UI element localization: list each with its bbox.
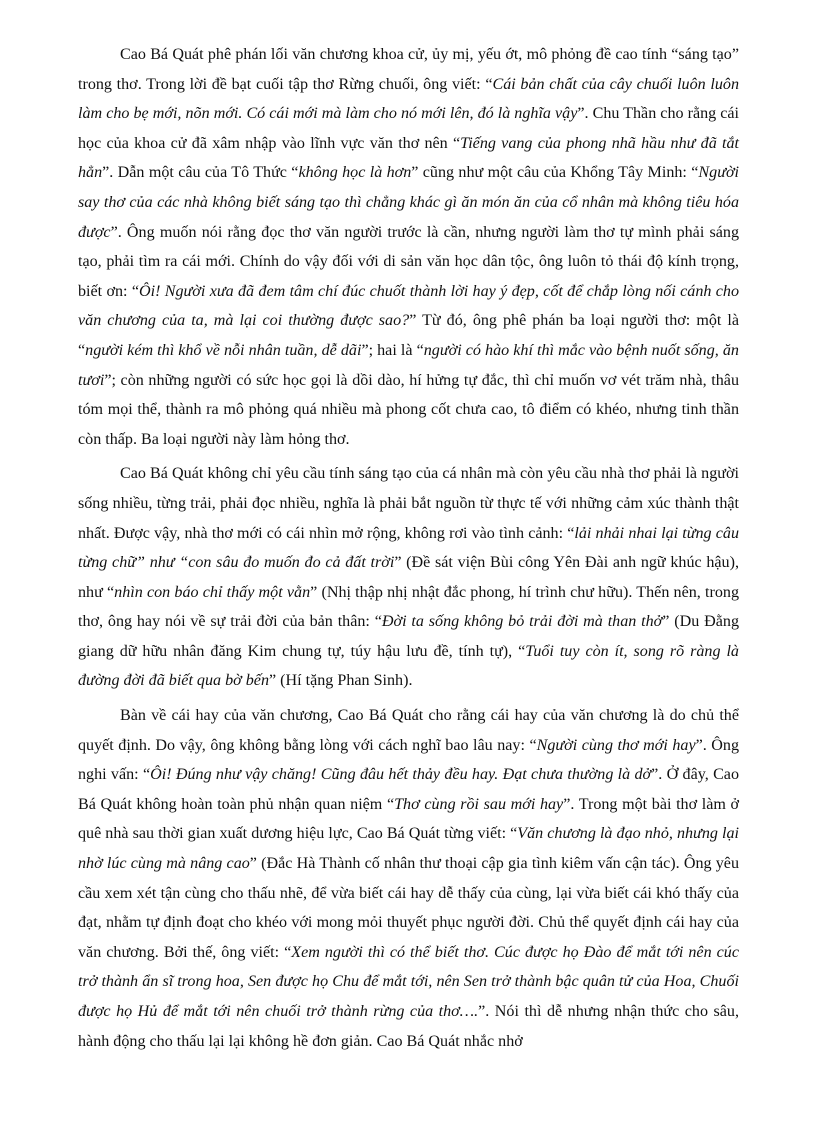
text-run: ”. Ông nghi vấn: “ <box>78 736 740 784</box>
text-run: ”; còn những người có sức học gọi là dồi dào, hí hửng tự đắc, thì chỉ muốn vơ vét trăm nhà, thâu tóm mọi thể, thành ra mô phỏng quá nhiều mà phong cốt chưa cao, tô điểm có khéo, nhưng tinh thần còn thấp. Ba loại người này làm hỏng thơ. <box>78 371 739 448</box>
italic-quote: lải nhải nhai lại từng câu từng chữ” như “con sâu đo muốn đo cả đất trời <box>78 524 740 572</box>
italic-quote: Văn chương là đạo nhỏ, nhưng lại nhờ lúc cùng mà nâng cao <box>78 825 739 873</box>
italic-quote: người kém thì khổ về nỗi nhân tuần, dễ dãi <box>85 341 362 359</box>
italic-quote: không học là hơn <box>298 164 412 182</box>
text-run: ” (Du Đằng giang dữ hữu nhân đăng Kim chung tự, túy hậu lưu đề, tính tự), “ <box>78 613 739 660</box>
text-run: ” (Nhị thập nhị nhật đắc phong, hí trình chư hữu). Thến nên, trong thơ, ông hay nói về sự trải đời của bản thân: “ <box>78 583 739 631</box>
italic-quote: Đời ta sống không bỏ trải đời mà than thở <box>381 613 663 631</box>
text-run: ” (Đắc Hà Thành cố nhân thư thoại cập gia tình kiêm vấn cận tác). Ông yêu cầu xem xét tận cùng cho thấu nhẽ, để vừa biết cái hay dễ thấy của cùng, lại vừa biết cái khó thấy của đạt, nhằm tự định đoạt cho khéo với mong mỏi thuyết phục người đời. Chủ thể quyết định cái hay của văn chương. Bởi thế, ông viết: “ <box>78 855 739 961</box>
text-run: ”. Trong một bài thơ làm ở quê nhà sau thời gian xuất dương hiệu lực, Cao Bá Quát từng viết: “ <box>78 795 740 843</box>
italic-quote: Xem người thì có thể biết thơ. Cúc được họ Đào để mắt tới nên cúc trở thành ẩn sĩ trong hoa, Sen được họ Chu để mắt tới, nên Sen trở thành bậc quân tử của Hoa, Chuối được họ Hủ để mắt tới nên chuối trở thành rừng của thơ…. <box>78 943 739 1020</box>
text-run: ” Từ đó, ông phê phán ba loại người thơ: một là “ <box>78 312 739 359</box>
italic-quote: Ôi! Đúng như vậy chăng! Cũng đâu hết thảy đều hay. Đạt chưa thường là dở <box>150 766 652 784</box>
text-run: Bàn về cái hay của văn chương, Cao Bá Quát cho rằng cái hay của văn chương là do chủ thể quyết định. Do vậy, ông không bằng lòng với cách nghĩ bao lâu nay: “ <box>78 707 739 754</box>
text-run: ” (Hí tặng Phan Sinh). <box>269 672 413 690</box>
paragraph <box>78 459 739 696</box>
italic-quote: Tiếng vang của phong nhã hầu như đã tắt hẳn <box>78 134 739 182</box>
text-run: ” (Đề sát viện Bùi công Yên Đài anh ngữ khúc hậu), như “ <box>78 554 739 601</box>
text-run: ”. Dẫn một câu của Tô Thức “ <box>102 164 299 182</box>
text-run: Cao Bá Quát phê phán lối văn chương khoa cử, ủy mị, yếu ớt, mô phỏng đề cao tính “sáng tạo” trong thơ. Trong lời đề bạt cuối tập thơ Rừng chuối, ông viết: “ <box>78 46 739 93</box>
text-run: ”. Chu Thần cho rằng cái học của khoa cử đã xâm nhập vào lĩnh vực văn thơ nên “ <box>78 105 739 152</box>
text-run: ”. Nói thì dễ nhưng nhận thức cho sâu, hành động cho thấu lại lại không hề đơn giản. Cao Bá Quát nhắc nhở <box>78 1003 739 1050</box>
text-run: Cao Bá Quát không chỉ yêu cầu tính sáng tạo của cá nhân mà còn yêu cầu nhà thơ phải là người sống nhiều, từng trải, phải đọc nhiều, nghĩa là phải bắt nguồn từ thực tế với những cảm xúc thành thật nhất. Được vậy, nhà thơ mới có cái nhìn mở rộng, không rơi vào tình cảnh: “ <box>78 465 739 542</box>
text-run: ”. Ở đây, Cao Bá Quát không hoàn toàn phủ nhận quan niệm “ <box>78 766 739 813</box>
italic-quote: Thơ cùng rồi sau mới hay <box>394 795 564 813</box>
italic-quote: Người cùng thơ mới hay <box>536 736 696 754</box>
italic-quote: nhìn con báo chỉ thấy một vằn <box>114 583 311 601</box>
text-run: ”. Ông muốn nói rằng đọc thơ văn người trước là cần, nhưng người làm thơ tự mình phải sáng tạo, phải tìm ra cái mới. Chính do vậy đối với di sản văn học dân tộc, ông luôn tỏ thái độ kính trọng, biết ơn: “ <box>78 223 739 300</box>
italic-quote: Tuổi tuy còn ít, song rõ ràng là đường đời đã biết qua bờ bến <box>78 642 739 690</box>
paragraph <box>78 40 739 454</box>
italic-quote: Cái bản chất của cây chuối luôn luôn làm cho bẹ mới, nõn mới. Có cái mới mà làm cho nó mới lên, đó là nghĩa vậy <box>78 75 739 123</box>
italic-quote: người có hào khí thì mắc vào bệnh nuốt sống, ăn tươi <box>78 341 739 389</box>
italic-quote: Người say thơ của các nhà không biết sáng tạo thì chẳng khác gì ăn món ăn của cổ nhân mà không tiêu hóa được <box>78 164 740 241</box>
text-run: ” cũng như một câu của Khổng Tây Minh: “ <box>411 164 699 182</box>
paragraph <box>78 701 739 1056</box>
text-run: ”; hai là “ <box>361 341 424 359</box>
document-page <box>78 40 739 1061</box>
italic-quote: Ôi! Người xưa đã đem tâm chí đúc chuốt thành lời hay ý đẹp, cốt để chắp lòng nối cánh cho văn chương của ta, mà lại coi thường được sao? <box>78 282 739 330</box>
